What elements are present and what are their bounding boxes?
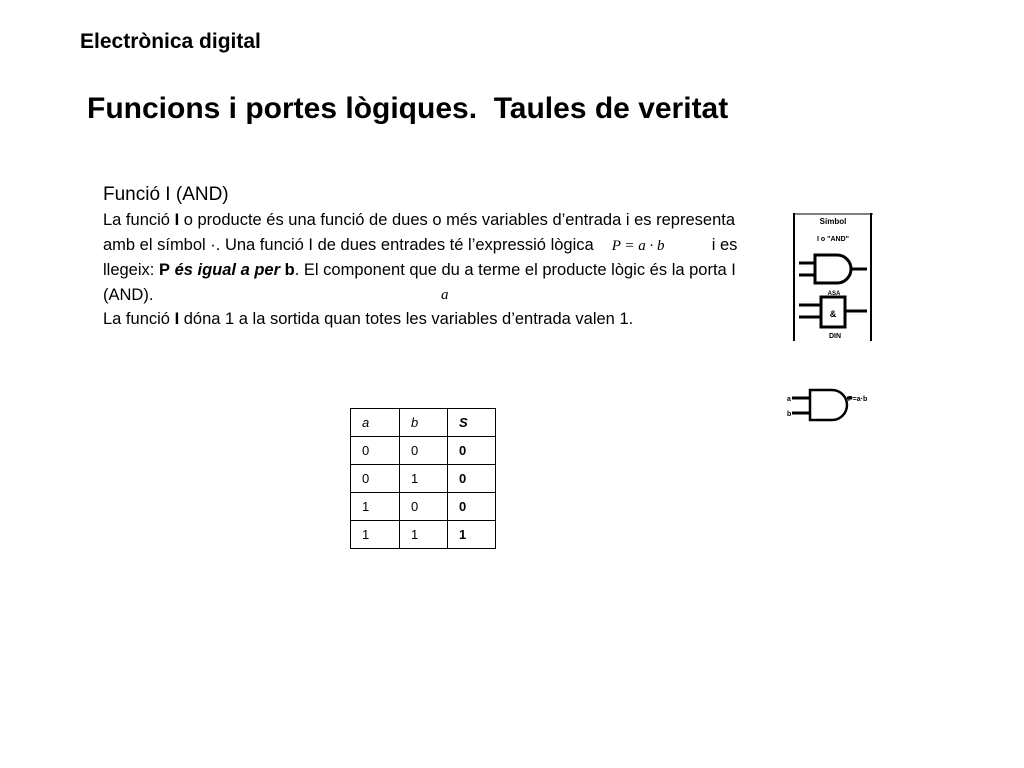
truth-table-row (351, 437, 496, 465)
truth-table-row (351, 521, 496, 549)
truth-table-row (351, 465, 496, 493)
slide-title: Funcions i portes lògiques. Taules de veritat (87, 92, 729, 125)
truth-table (350, 408, 496, 549)
text-run-bold: P (158, 261, 170, 279)
truth-table-header-cell: a (351, 409, 400, 437)
truth-table-cell: 0 (448, 465, 496, 493)
truth-table-cell: 0 (351, 465, 400, 493)
truth-table-header-cell: b (400, 409, 448, 437)
text-run: i es llegeix: (103, 235, 738, 279)
text-run-bold: I (174, 310, 180, 328)
text-run: dóna 1 a la sortida quan totes les variables d’entrada valen 1. (179, 310, 634, 328)
truth-table-header-cell: S (448, 409, 496, 437)
gate-symbol-panel (793, 213, 873, 341)
truth-table-cell: 1 (448, 521, 496, 549)
truth-table-cell: 0 (448, 493, 496, 521)
symbol-label-top: Símbol (819, 217, 847, 226)
text-run: La funció (103, 310, 175, 328)
truth-table-cell: 0 (351, 437, 400, 465)
text-run-bold: I (174, 211, 180, 229)
section-heading: Funció I (AND) (103, 184, 229, 205)
header-title: Electrònica digital (80, 30, 261, 53)
truth-table-row (351, 493, 496, 521)
truth-table-header (351, 409, 496, 437)
symbol-label-top-2: I o "AND" (817, 236, 849, 243)
text-run-bold-italic: és igual a per (174, 261, 281, 279)
truth-table-cell: 1 (400, 521, 448, 549)
and-gate-small (786, 385, 882, 425)
truth-table-cell: 1 (351, 521, 400, 549)
gate-input-a: a (787, 396, 791, 403)
paragraph-2 (103, 307, 753, 332)
truth-table-cell: 1 (351, 493, 400, 521)
truth-table-cell: 1 (400, 465, 448, 493)
text-run: o producte és una funció de dues o més variables d’entrada i es representa amb el símbol ·. Una funció I de dues entrades té l’expressió lògica (103, 211, 735, 254)
symbol-label-bottom: DIN (828, 333, 842, 340)
content-text (103, 182, 753, 332)
paragraph-1 (103, 208, 753, 307)
gate-output-label: P=a·b (848, 396, 868, 403)
truth-table-cell: 0 (400, 493, 448, 521)
gate-input-b: b (787, 411, 792, 418)
stray-variable-a: a (441, 287, 449, 303)
symbol-label-iec: ASA (827, 291, 841, 297)
text-run: La funció (103, 211, 175, 229)
formula: P = a · b (611, 237, 665, 254)
text-run: . El component que du a terme el producte lògic és la porta I (AND). (103, 261, 736, 304)
text-run-bold: b (284, 261, 295, 279)
truth-table-cell: 0 (400, 437, 448, 465)
iec-ampersand: & (829, 309, 837, 319)
truth-table-cell: 0 (448, 437, 496, 465)
and-gate-icon (786, 385, 882, 425)
and-gate-symbols-icon (793, 213, 873, 341)
